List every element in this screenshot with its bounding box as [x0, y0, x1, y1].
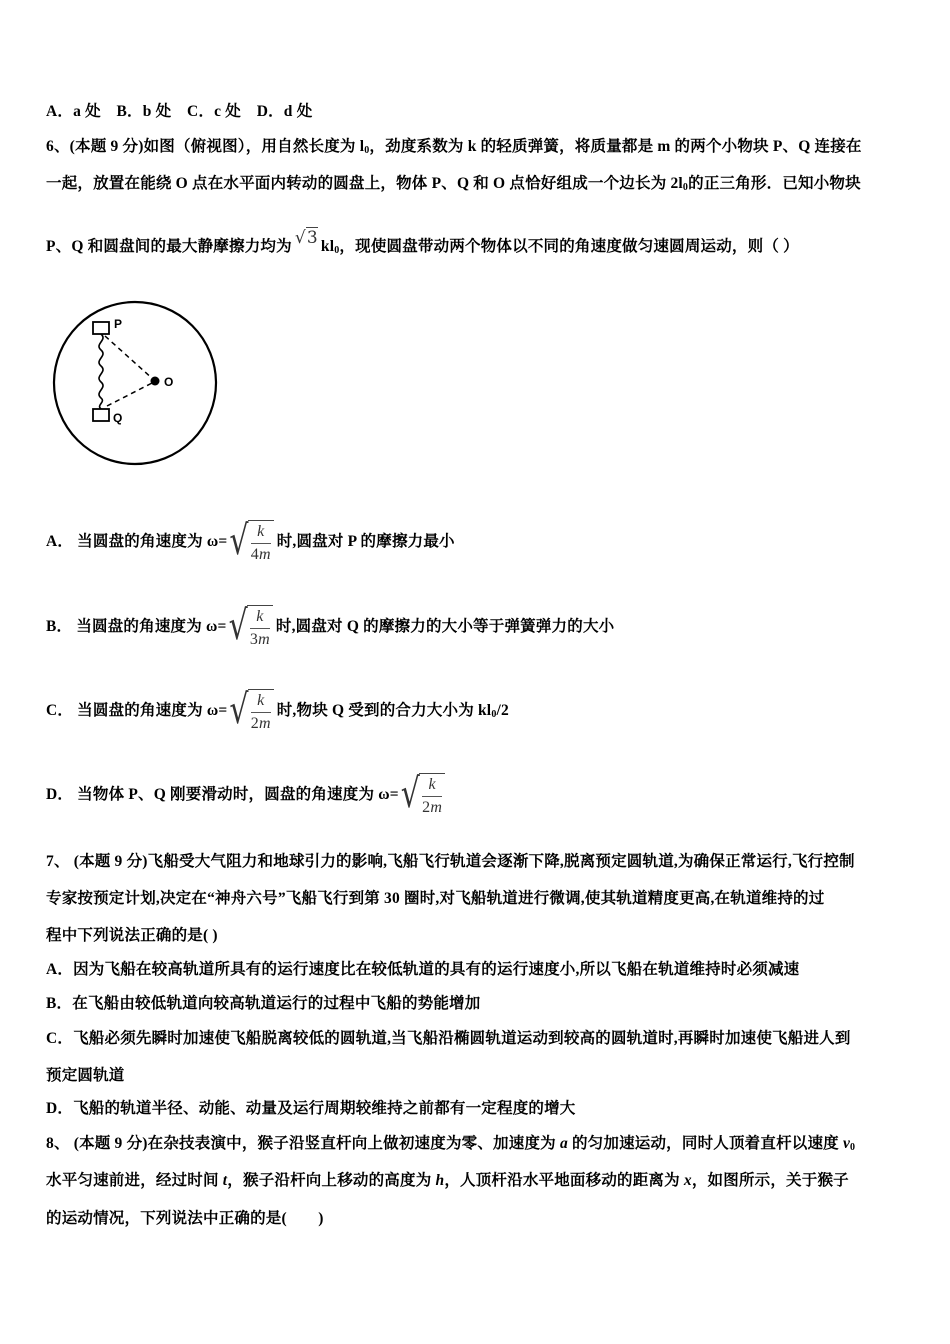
option-text: A．因为飞船在较高轨道所具有的运行速度比在较低轨道的具有的运行速度小,所以飞船在轨道维持时必须减速 [46, 961, 800, 978]
disk-diagram-icon [50, 298, 220, 468]
option-text: 时,物块 Q 受到的合力大小为 kl [276, 702, 492, 719]
q6-text: 的正三角形．已知小物块 [688, 175, 861, 192]
q6-stem-line3 [46, 228, 799, 261]
numerator: k [257, 523, 265, 541]
option-text: 时,圆盘对 P 的摩擦力最小 [276, 533, 455, 550]
q8-text: ，人顶杆沿水平地面移动的距离为 [444, 1172, 684, 1189]
sqrt-fraction: √ $\frac{k}{4m}$ [229, 520, 273, 564]
option-label: D． [46, 786, 74, 803]
denominator-var: m [430, 799, 443, 817]
var-t: t [222, 1172, 228, 1189]
sqrt-radicand: 3 [306, 228, 318, 248]
denominator-coef: 3 [249, 631, 259, 649]
sqrt-fraction: √ $\frac{k}{2m}$ [401, 773, 445, 817]
option-text: 当圆盘的角速度为 ω= [77, 702, 228, 719]
q7-option-a [46, 960, 799, 980]
var-v: v [842, 1135, 851, 1152]
q6-stem-line2 [46, 174, 861, 198]
option-text: 当圆盘的角速度为 ω= [76, 618, 227, 635]
q6-text: 6、(本题 9 分)如图（俯视图），用自然长度为 l [46, 138, 365, 155]
q6-option-c [46, 686, 509, 740]
option-label: A． [46, 533, 74, 550]
q8-stem-line2 [46, 1171, 849, 1191]
var-a: a [559, 1135, 568, 1152]
option-text: C．飞船必须先瞬时加速使飞船脱离较低的圆轨道,当飞船沿椭圆轨道运动到较高的圆轨道时,再瞬时加速使飞船进人到 [46, 1030, 851, 1047]
subscript: 0 [491, 709, 497, 720]
q6-stem-line1 [46, 137, 862, 161]
q8-text: 8、 (本题 9 分)在杂技表演中，猴子沿竖直杆向上做初速度为零、加速度为 [46, 1135, 560, 1152]
q5-options-text: A．a 处 B．b 处 C．c 处 D．d 处 [46, 103, 313, 120]
q6-text: ，劲度系数为 k 的轻质弹簧，将质量都是 m 的两个小物块 P、Q 连接在 [369, 138, 862, 155]
subscript: 0 [334, 245, 340, 256]
option-label: B． [46, 618, 73, 635]
q8-text: ，如图所示，关于猴子 [691, 1172, 849, 1189]
option-text: 预定圆轨道 [46, 1067, 125, 1084]
denominator-coef: 4 [250, 546, 259, 564]
q6-option-d [46, 770, 448, 820]
option-text: D．飞船的轨道半径、动能、动量及运行周期较维持之前都有一定程度的增大 [46, 1100, 576, 1117]
var-h: h [435, 1172, 445, 1189]
denominator-coef: 2 [422, 799, 431, 817]
label-q: Q [113, 411, 123, 425]
q6-figure-disk [50, 298, 220, 473]
denominator-coef: 2 [250, 715, 259, 733]
q5-options [46, 102, 312, 122]
q8-stem-line1 [46, 1134, 855, 1158]
denominator-var: m [258, 546, 271, 564]
q8-stem-line3 [46, 1209, 324, 1229]
q7-stem-line1 [46, 852, 855, 872]
label-o: O [164, 375, 174, 389]
sqrt-three: √3 [294, 228, 318, 248]
label-p: P [114, 317, 123, 331]
q7-option-d [46, 1099, 576, 1119]
subscript: 0 [364, 145, 370, 156]
sqrt-fraction: √ $\frac{k}{2m}$ [229, 689, 273, 733]
q6-text: P、Q 和圆盘间的最大静摩擦力均为 [46, 238, 292, 255]
sqrt-fraction: √ $\frac{k}{3m}$ [229, 605, 273, 649]
q7-text: 7、 (本题 9 分)飞船受大气阻力和地球引力的影响,飞船飞行轨道会逐渐下降,脱离预定圆轨道,为确保正常运行,飞行控制 [46, 853, 855, 870]
q7-option-c [46, 1029, 851, 1049]
option-text: B．在飞船由较低轨道向较高轨道运行的过程中飞船的势能增加 [46, 995, 481, 1012]
q8-text: 的运动情况，下列说法中正确的是( ) [46, 1210, 324, 1227]
q6-option-b [46, 602, 614, 652]
q6-text: kl [320, 238, 335, 255]
subscript: 0 [682, 182, 689, 193]
option-text: /2 [496, 702, 509, 719]
option-text: 时,圆盘对 Q 的摩擦力的大小等于弹簧弹力的大小 [275, 618, 615, 635]
q8-text: ，猴子沿杆向上移动的高度为 [227, 1172, 436, 1189]
numerator: k [257, 692, 265, 710]
q6-option-a [46, 517, 455, 567]
q7-stem-line3 [46, 926, 218, 946]
option-label: C． [46, 702, 74, 719]
q8-text: 的匀加速运动，同时人顶着直杆以速度 [567, 1135, 843, 1152]
denominator-var: m [258, 715, 271, 733]
q8-text: 水平匀速前进，经过时间 [46, 1172, 223, 1189]
subscript: 0 [850, 1142, 856, 1153]
q6-text: ，现使圆盘带动两个物体以不同的角速度做匀速圆周运动，则（ ） [339, 238, 799, 255]
q7-text: 程中下列说法正确的是( ) [46, 927, 218, 944]
q6-text: 一起，放置在能绕 O 点在水平面内转动的圆盘上，物体 P、Q 和 O 点恰好组成一个边长为 2l [46, 175, 683, 192]
q7-option-c-cont [46, 1066, 125, 1086]
var-x: x [683, 1172, 692, 1189]
q7-option-b [46, 994, 480, 1014]
numerator: k [428, 776, 436, 794]
denominator-var: m [258, 631, 270, 649]
q7-text: 专家按预定计划,决定在“神舟六号”飞船飞行到第 30 圈时,对飞船轨道进行微调,使其轨道精度更高,在轨道维持的过 [46, 890, 825, 907]
option-text: 当物体 P、Q 刚要滑动时，圆盘的角速度为 ω= [77, 786, 399, 803]
numerator: k [256, 608, 264, 626]
option-text: 当圆盘的角速度为 ω= [77, 533, 228, 550]
q7-stem-line2 [46, 889, 824, 909]
